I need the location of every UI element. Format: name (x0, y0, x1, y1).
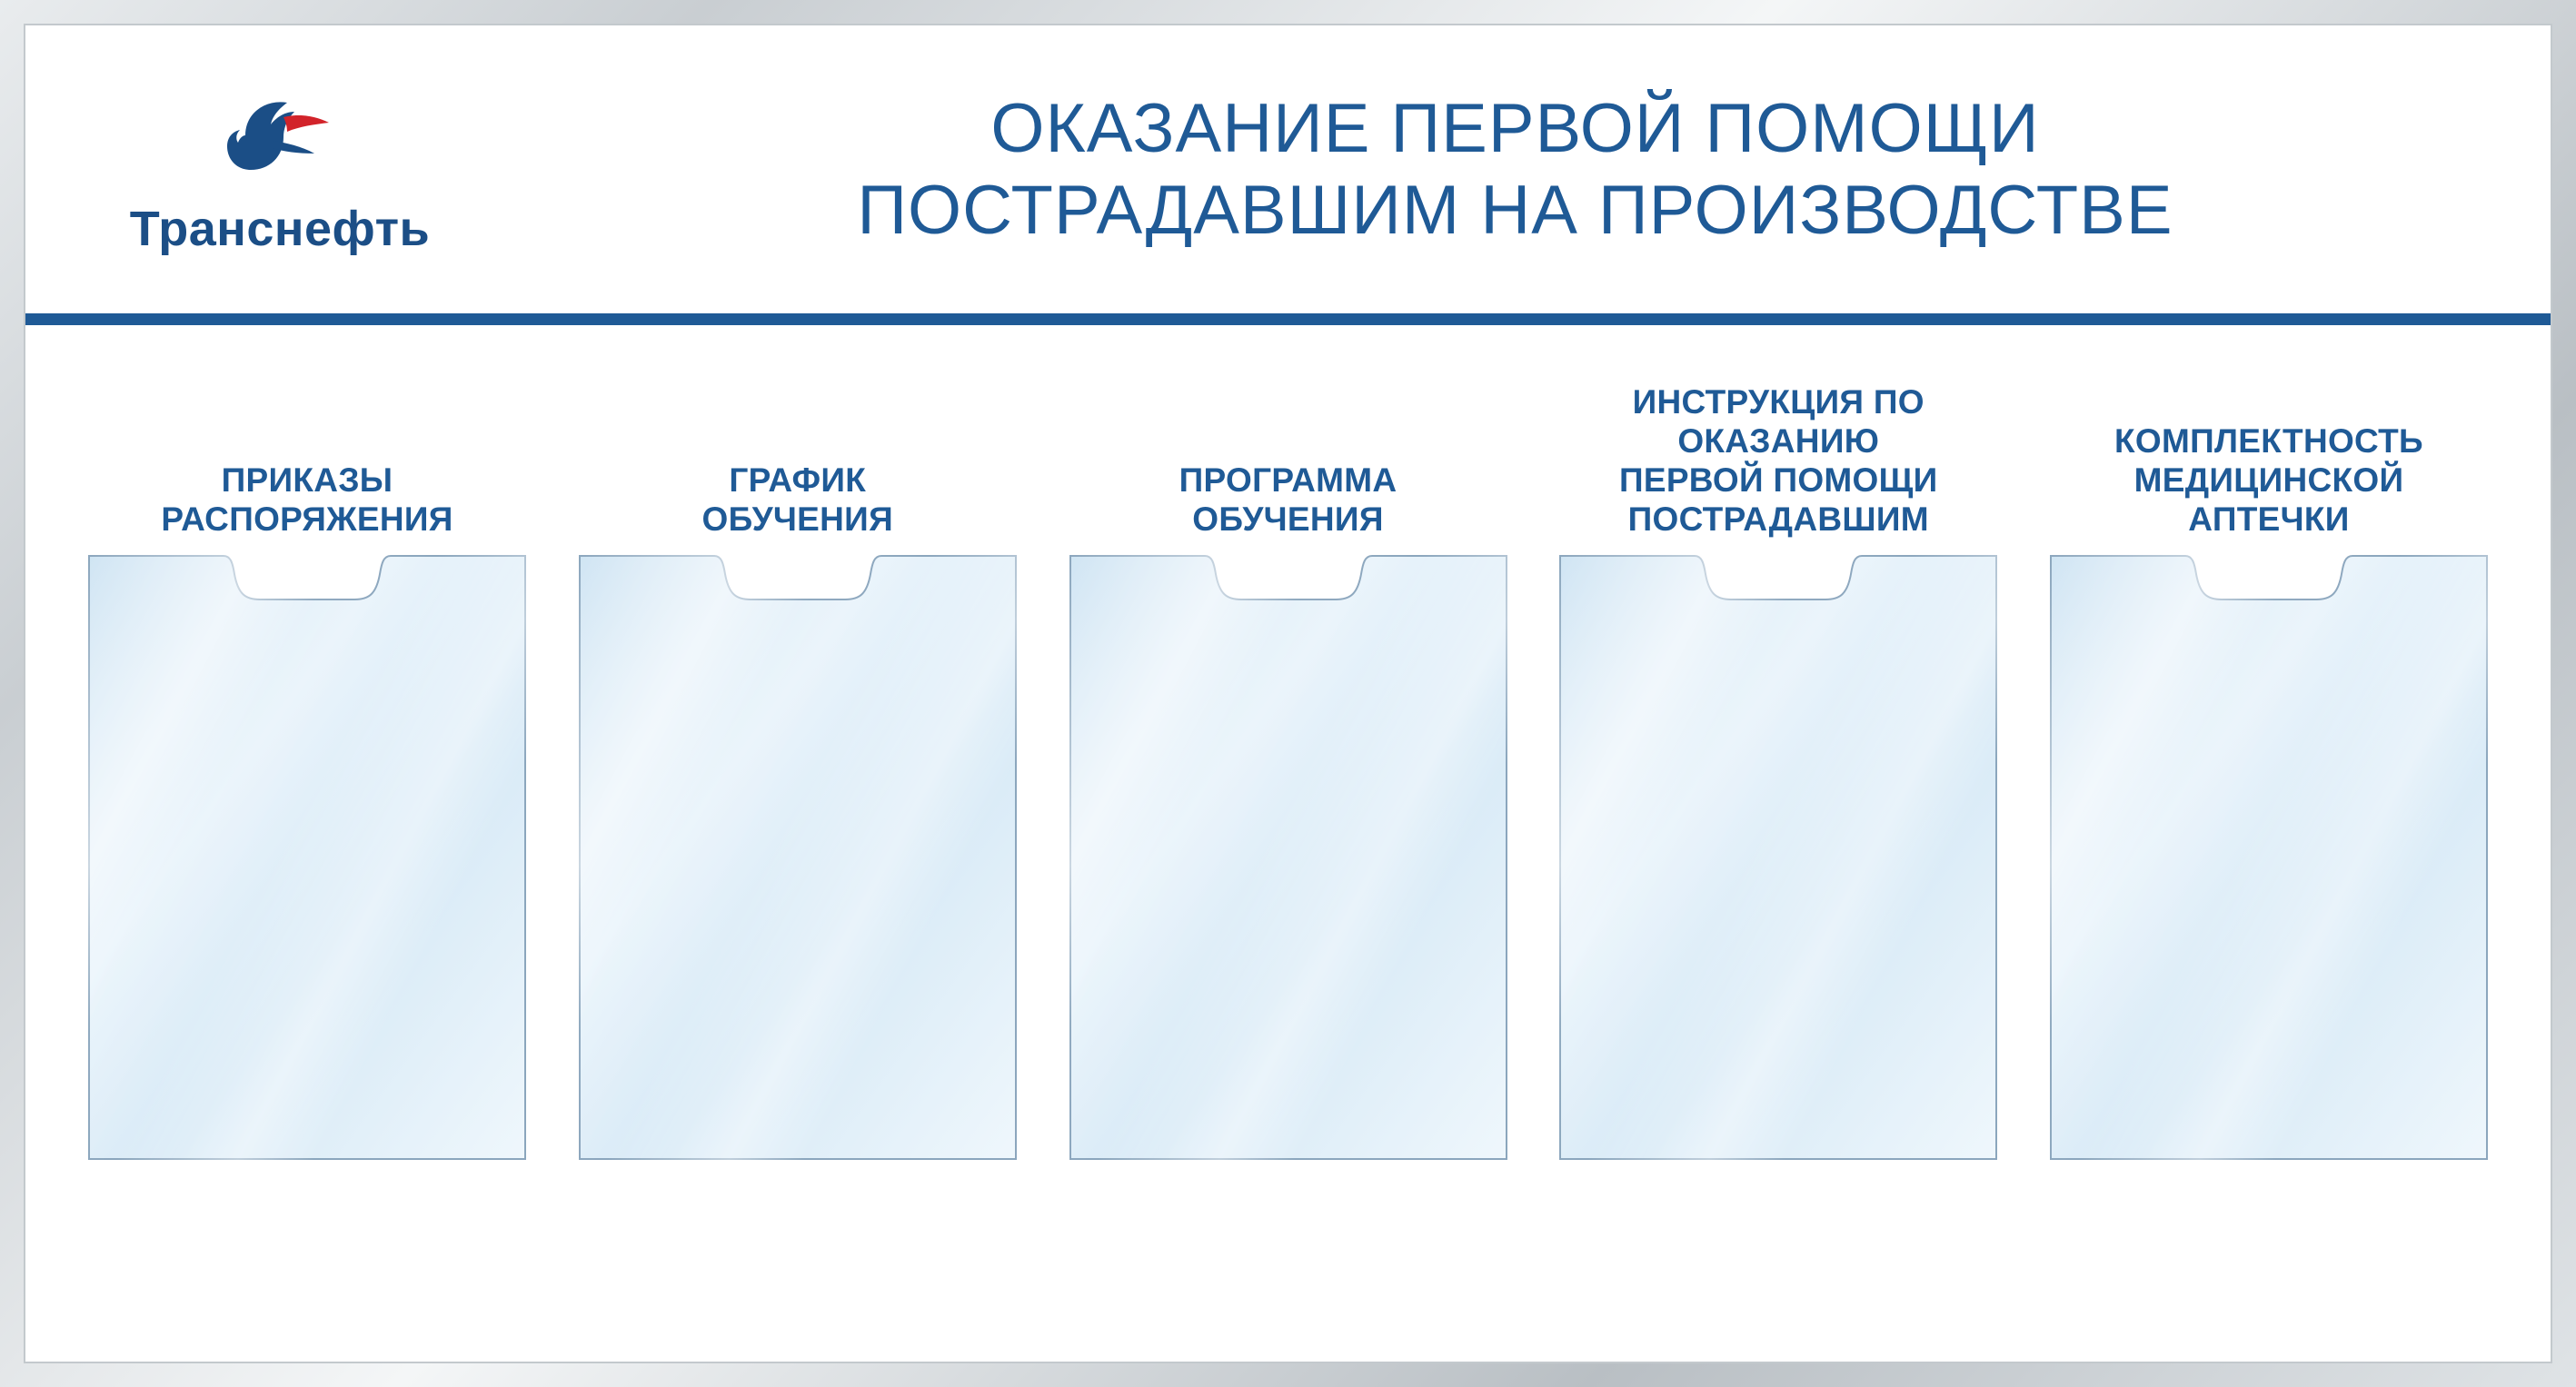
page-title (534, 88, 2551, 251)
caption-line: ПОСТРАДАВШИМ (1627, 500, 1929, 539)
pocket-caption-schedule (702, 376, 893, 549)
pocket-caption-first-aid-kit (2114, 376, 2423, 549)
pocket-caption-program (1179, 376, 1397, 549)
pocket-column-instruction (1551, 376, 2005, 1362)
transneft-swan-logo-icon (220, 90, 340, 197)
pocket-caption-instruction (1619, 376, 1938, 549)
brand-name: Транснефть (129, 201, 431, 256)
caption-line: МЕДИЦИНСКОЙ (2133, 461, 2404, 500)
document-pocket-icon[interactable] (1069, 554, 1508, 1161)
page-title-line-2: ПОСТРАДАВШИМ НА ПРОИЗВОДСТВЕ (857, 171, 2173, 249)
caption-line: ОБУЧЕНИЯ (701, 500, 893, 539)
document-pocket-icon[interactable] (87, 554, 527, 1161)
document-pocket-icon[interactable] (1558, 554, 1998, 1161)
pocket-column-program (1061, 376, 1516, 1362)
caption-line: ПЕРВОЙ ПОМОЩИ (1618, 461, 1938, 500)
caption-line: ПРОГРАММА (1179, 461, 1397, 500)
caption-line: ИНСТРУКЦИЯ ПО (1632, 383, 1925, 421)
caption-line: ГРАФИК (729, 461, 867, 500)
caption-line: ОКАЗАНИЮ (1677, 422, 1880, 461)
caption-line: ОБУЧЕНИЯ (1192, 500, 1384, 539)
document-pocket-icon[interactable] (578, 554, 1018, 1161)
caption-line: РАСПОРЯЖЕНИЯ (161, 500, 453, 539)
pocket-column-first-aid-kit (2042, 376, 2496, 1362)
caption-line: АПТЕЧКИ (2188, 500, 2350, 539)
caption-line: ПРИКАЗЫ (221, 461, 393, 500)
page-title-line-1: ОКАЗАНИЕ ПЕРВОЙ ПОМОЩИ (990, 89, 2040, 167)
brand-logo-block (25, 83, 534, 257)
board-header (25, 25, 2551, 325)
pocket-column-orders (80, 376, 534, 1362)
document-pocket-icon[interactable] (2049, 554, 2489, 1161)
board-inner-panel (24, 24, 2552, 1363)
pocket-caption-orders (161, 376, 453, 549)
pocket-column-schedule (571, 376, 1025, 1362)
caption-line: КОМПЛЕКТНОСТЬ (2114, 422, 2423, 461)
pockets-row (25, 325, 2551, 1362)
